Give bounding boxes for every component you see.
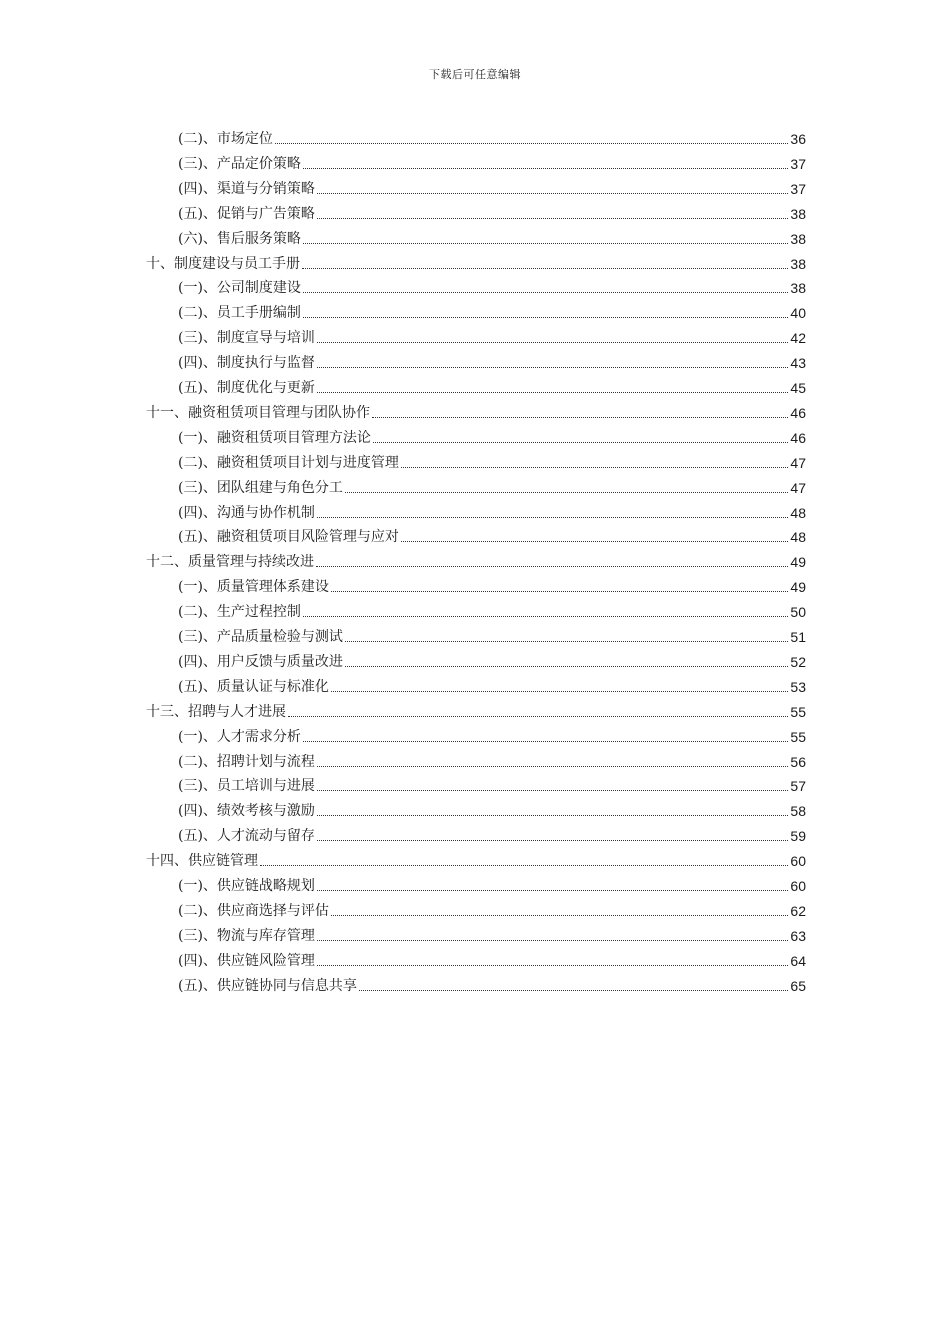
toc-entry-page-number: 60 xyxy=(790,878,806,894)
toc-entry-title: (四)、沟通与协作机制 xyxy=(178,504,315,521)
toc-entry-title: (一)、人才需求分析 xyxy=(178,728,301,745)
toc-entry-page-number: 63 xyxy=(790,927,806,944)
toc-dot-leader xyxy=(401,467,788,468)
toc-entry-page-number: 53 xyxy=(790,678,806,695)
toc-section-entry[interactable] xyxy=(178,349,806,373)
toc-section-entry[interactable] xyxy=(178,374,806,398)
toc-entry-page-number: 49 xyxy=(790,579,806,596)
toc-section-entry[interactable] xyxy=(178,324,806,348)
toc-entry-page-number: 38 xyxy=(790,205,806,222)
toc-dot-leader xyxy=(303,292,788,293)
toc-entry-title: (三)、制度宣导与培训 xyxy=(178,330,315,347)
toc-entry-title: 十三、招聘与人才进展 xyxy=(146,703,286,720)
toc-entry-title: (一)、质量管理体系建设 xyxy=(178,579,329,596)
toc-section-entry[interactable] xyxy=(178,424,806,448)
toc-dot-leader xyxy=(317,766,788,767)
toc-entry-title: (五)、供应链协同与信息共享 xyxy=(178,977,357,994)
toc-entry-title: (三)、产品质量检验与测试 xyxy=(178,629,343,645)
toc-dot-leader xyxy=(260,865,788,866)
toc-entry-page-number: 55 xyxy=(790,728,806,745)
toc-section-entry[interactable] xyxy=(178,449,806,473)
toc-entry-page-number: 38 xyxy=(790,255,806,272)
toc-section-entry[interactable] xyxy=(178,200,806,224)
toc-entry-page-number: 48 xyxy=(790,529,806,546)
toc-entry-page-number: 46 xyxy=(790,404,806,421)
toc-entry-title: (三)、产品定价策略 xyxy=(178,155,301,172)
toc-dot-leader xyxy=(317,940,788,941)
toc-entry-title: (五)、质量认证与标准化 xyxy=(178,678,329,695)
toc-dot-leader xyxy=(401,541,788,542)
toc-dot-leader xyxy=(317,218,788,219)
toc-entry-title: (五)、制度优化与更新 xyxy=(178,380,315,396)
toc-entry-title: (一)、供应链战略规划 xyxy=(178,878,315,894)
toc-dot-leader xyxy=(317,790,788,791)
toc-entry-page-number: 37 xyxy=(790,180,806,197)
toc-entry-title: (四)、供应链风险管理 xyxy=(178,952,315,969)
toc-section-entry[interactable] xyxy=(178,598,806,622)
toc-dot-leader xyxy=(316,566,788,567)
toc-entry-page-number: 56 xyxy=(790,753,806,770)
toc-dot-leader xyxy=(317,342,788,343)
toc-dot-leader xyxy=(275,143,788,144)
page-header: 下载后可任意编辑 xyxy=(429,68,521,81)
toc-section-entry[interactable] xyxy=(178,648,806,672)
toc-dot-leader xyxy=(345,641,788,642)
toc-entry-page-number: 36 xyxy=(790,131,806,147)
toc-section-entry[interactable] xyxy=(178,274,806,298)
toc-entry-title: (五)、促销与广告策略 xyxy=(178,205,315,222)
toc-dot-leader xyxy=(317,840,788,841)
toc-chapter-entry[interactable] xyxy=(146,698,806,722)
toc-section-entry[interactable] xyxy=(178,822,806,846)
toc-section-entry[interactable] xyxy=(178,125,806,149)
toc-section-entry[interactable] xyxy=(178,723,806,747)
toc-entry-title: (一)、公司制度建设 xyxy=(178,280,301,297)
toc-section-entry[interactable] xyxy=(178,897,806,921)
toc-entry-title: (二)、市场定位 xyxy=(178,131,273,147)
toc-dot-leader xyxy=(331,915,788,916)
toc-dot-leader xyxy=(317,193,788,194)
toc-section-entry[interactable] xyxy=(178,474,806,498)
toc-entry-page-number: 46 xyxy=(790,429,806,446)
toc-entry-title: 十四、供应链管理 xyxy=(146,853,258,870)
toc-entry-page-number: 55 xyxy=(790,703,806,720)
toc-entry-page-number: 65 xyxy=(790,977,806,994)
toc-entry-title: (五)、融资租赁项目风险管理与应对 xyxy=(178,529,399,546)
toc-entry-page-number: 40 xyxy=(790,305,806,322)
toc-entry-page-number: 37 xyxy=(790,155,806,172)
toc-entry-page-number: 50 xyxy=(790,604,806,621)
toc-entry-page-number: 60 xyxy=(790,853,806,870)
toc-dot-leader xyxy=(317,890,788,891)
toc-entry-title: (六)、售后服务策略 xyxy=(178,230,301,247)
toc-dot-leader xyxy=(331,691,788,692)
toc-dot-leader xyxy=(359,990,788,991)
toc-chapter-entry[interactable] xyxy=(146,548,806,572)
toc-section-entry[interactable] xyxy=(178,673,806,697)
toc-entry-page-number: 62 xyxy=(790,902,806,919)
toc-chapter-entry[interactable] xyxy=(146,399,806,423)
toc-section-entry[interactable] xyxy=(178,623,806,647)
toc-entry-page-number: 38 xyxy=(790,230,806,247)
toc-dot-leader xyxy=(317,965,788,966)
toc-chapter-entry[interactable] xyxy=(146,847,806,871)
toc-entry-page-number: 43 xyxy=(790,355,806,372)
toc-entry-title: (三)、员工培训与进展 xyxy=(178,778,315,795)
toc-entry-page-number: 57 xyxy=(790,778,806,795)
toc-section-entry[interactable] xyxy=(178,499,806,523)
toc-dot-leader xyxy=(345,492,788,493)
toc-entry-title: (三)、团队组建与角色分工 xyxy=(178,479,343,496)
toc-entry-title: (二)、员工手册编制 xyxy=(178,305,301,322)
toc-dot-leader xyxy=(302,268,788,269)
toc-section-entry[interactable] xyxy=(178,872,806,896)
toc-dot-leader xyxy=(288,716,788,717)
toc-entry-title: (二)、生产过程控制 xyxy=(178,604,301,621)
toc-entry-page-number: 58 xyxy=(790,803,806,820)
toc-section-entry[interactable] xyxy=(178,175,806,199)
toc-dot-leader xyxy=(303,616,788,617)
toc-entry-title: (四)、制度执行与监督 xyxy=(178,355,315,372)
toc-entry-title: (五)、人才流动与留存 xyxy=(178,828,315,845)
toc-entry-page-number: 64 xyxy=(790,952,806,969)
toc-entry-title: (一)、融资租赁项目管理方法论 xyxy=(178,429,371,446)
toc-entry-title: 十二、质量管理与持续改进 xyxy=(146,554,314,571)
toc-entry-title: (四)、用户反馈与质量改进 xyxy=(178,653,343,670)
toc-dot-leader xyxy=(372,417,788,418)
toc-section-entry[interactable] xyxy=(178,225,806,249)
toc-dot-leader xyxy=(317,815,788,816)
toc-section-entry[interactable] xyxy=(178,523,806,547)
toc-dot-leader xyxy=(331,591,788,592)
toc-entry-page-number: 42 xyxy=(790,330,806,347)
toc-entry-page-number: 38 xyxy=(790,280,806,297)
toc-entry-page-number: 51 xyxy=(790,629,806,645)
toc-entry-page-number: 52 xyxy=(790,653,806,670)
toc-dot-leader xyxy=(373,442,788,443)
toc-entry-page-number: 47 xyxy=(790,479,806,496)
toc-entry-title: (二)、招聘计划与流程 xyxy=(178,753,315,770)
toc-dot-leader xyxy=(303,317,788,318)
toc-dot-leader xyxy=(303,741,788,742)
toc-entry-title: (二)、供应商选择与评估 xyxy=(178,902,329,919)
toc-section-entry[interactable] xyxy=(178,772,806,796)
toc-dot-leader xyxy=(303,168,788,169)
toc-entry-title: 十、制度建设与员工手册 xyxy=(146,255,300,272)
toc-section-entry[interactable] xyxy=(178,922,806,946)
toc-section-entry[interactable] xyxy=(178,947,806,971)
toc-section-entry[interactable] xyxy=(178,573,806,597)
toc-entry-title: (三)、物流与库存管理 xyxy=(178,927,315,944)
toc-entry-title: 十一、融资租赁项目管理与团队协作 xyxy=(146,404,370,421)
toc-dot-leader xyxy=(345,666,788,667)
toc-entry-page-number: 45 xyxy=(790,380,806,396)
toc-section-entry[interactable] xyxy=(178,972,806,996)
toc-entry-page-number: 49 xyxy=(790,554,806,571)
toc-entry-title: (四)、渠道与分销策略 xyxy=(178,180,315,197)
toc-section-entry[interactable] xyxy=(178,150,806,174)
toc-entry-page-number: 48 xyxy=(790,504,806,521)
toc-entry-page-number: 47 xyxy=(790,454,806,471)
toc-section-entry[interactable] xyxy=(178,748,806,772)
toc-section-entry[interactable] xyxy=(178,299,806,323)
toc-entry-title: (四)、绩效考核与激励 xyxy=(178,803,315,820)
toc-chapter-entry[interactable] xyxy=(146,250,806,274)
toc-dot-leader xyxy=(317,392,788,393)
toc-dot-leader xyxy=(317,517,788,518)
toc-entry-title: (二)、融资租赁项目计划与进度管理 xyxy=(178,454,399,471)
toc-dot-leader xyxy=(317,367,788,368)
toc-section-entry[interactable] xyxy=(178,797,806,821)
toc-dot-leader xyxy=(303,243,788,244)
toc-entry-page-number: 59 xyxy=(790,828,806,845)
